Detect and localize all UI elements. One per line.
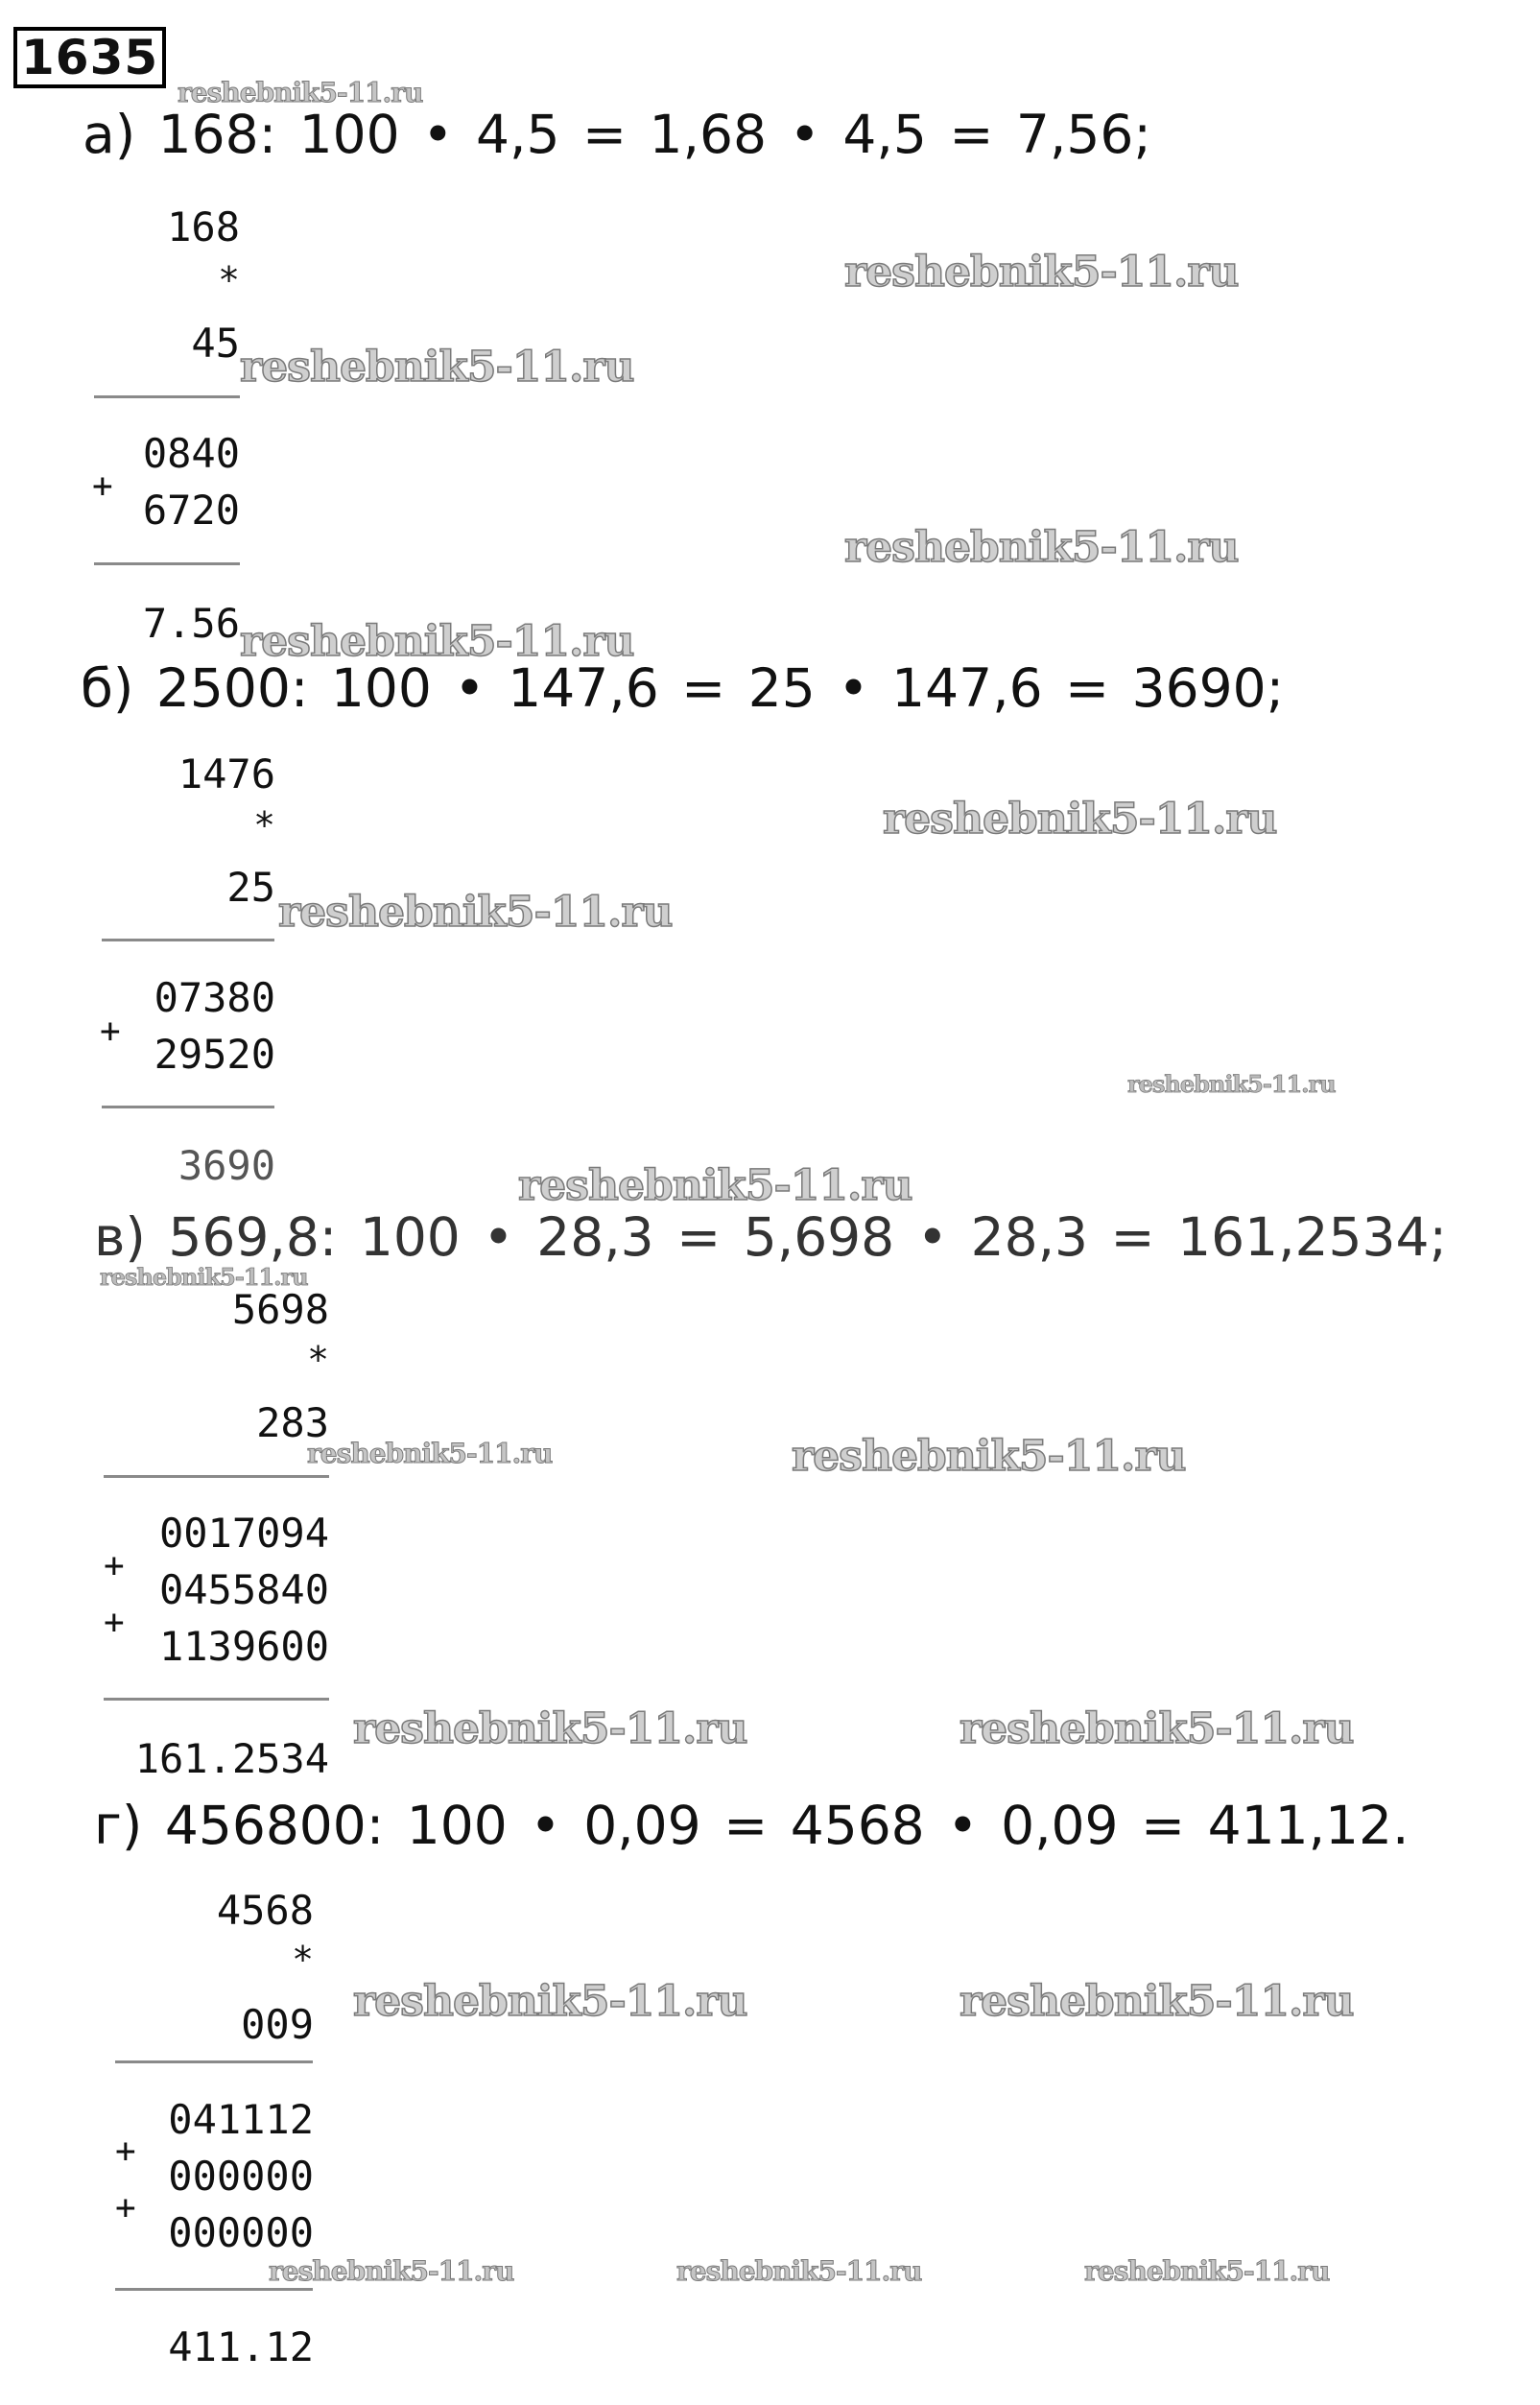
partial-product-c-1: 0017094 bbox=[158, 1510, 329, 1557]
watermark: reshebnik5-11.ru bbox=[676, 2255, 922, 2287]
watermark: reshebnik5-11.ru bbox=[353, 1977, 747, 2026]
watermark: reshebnik5-11.ru bbox=[278, 888, 673, 937]
operand1-c: 5698 bbox=[231, 1286, 329, 1333]
equation-c: в) 569,8: 100 • 28,3 = 5,698 • 28,3 = 161,2534; bbox=[94, 1206, 1448, 1268]
plus-sign: + bbox=[104, 1546, 125, 1585]
watermark: reshebnik5-11.ru bbox=[100, 1263, 308, 1291]
watermark: reshebnik5-11.ru bbox=[269, 2255, 514, 2287]
divider-line bbox=[104, 1475, 329, 1478]
multiply-sign-b: * bbox=[253, 804, 275, 846]
partial-product-b-2: 29520 bbox=[154, 1031, 275, 1078]
watermark: reshebnik5-11.ru bbox=[1084, 2255, 1330, 2287]
multiply-sign-c: * bbox=[307, 1339, 329, 1381]
divider-line bbox=[115, 2060, 313, 2063]
equation-b: б) 2500: 100 • 147,6 = 25 • 147,6 = 3690; bbox=[81, 657, 1285, 719]
watermark: reshebnik5-11.ru bbox=[353, 1704, 747, 1753]
divider-line bbox=[104, 1698, 329, 1701]
operand1-d: 4568 bbox=[216, 1887, 314, 1934]
operand1-b: 1476 bbox=[178, 750, 275, 798]
operand2-b: 25 bbox=[226, 864, 275, 911]
watermark: reshebnik5-11.ru bbox=[178, 77, 423, 108]
partial-product-d-1: 041112 bbox=[168, 2096, 314, 2143]
watermark: reshebnik5-11.ru bbox=[883, 795, 1277, 844]
partial-product-d-3: 000000 bbox=[168, 2209, 314, 2256]
equation-d: г) 456800: 100 • 0,09 = 4568 • 0,09 = 411,12. bbox=[94, 1795, 1410, 1856]
watermark: reshebnik5-11.ru bbox=[307, 1438, 553, 1469]
watermark: reshebnik5-11.ru bbox=[518, 1161, 912, 1210]
partial-product-c-3: 1139600 bbox=[158, 1623, 329, 1670]
divider-line bbox=[94, 562, 240, 565]
result-a: 7.56 bbox=[142, 600, 240, 647]
partial-product-a-2: 6720 bbox=[142, 487, 240, 534]
partial-product-b-1: 07380 bbox=[154, 974, 275, 1021]
watermark: reshebnik5-11.ru bbox=[240, 617, 634, 666]
multiply-sign-a: * bbox=[218, 259, 240, 301]
watermark: reshebnik5-11.ru bbox=[844, 248, 1239, 297]
divider-line bbox=[102, 939, 274, 941]
plus-sign: + bbox=[115, 2188, 136, 2227]
watermark: reshebnik5-11.ru bbox=[960, 1704, 1354, 1753]
watermark: reshebnik5-11.ru bbox=[1127, 1070, 1336, 1098]
watermark: reshebnik5-11.ru bbox=[792, 1432, 1186, 1481]
plus-sign: + bbox=[100, 1012, 121, 1051]
result-c: 161.2534 bbox=[134, 1735, 329, 1782]
divider-line bbox=[102, 1106, 274, 1108]
equation-a: а) 168: 100 • 4,5 = 1,68 • 4,5 = 7,56; bbox=[83, 104, 1151, 165]
operand1-a: 168 bbox=[167, 203, 240, 250]
result-b: 3690 bbox=[178, 1142, 275, 1189]
plus-sign: + bbox=[92, 466, 113, 506]
task-number: 1635 bbox=[13, 27, 166, 88]
watermark: reshebnik5-11.ru bbox=[240, 343, 634, 392]
divider-line bbox=[94, 395, 240, 398]
result-d: 411.12 bbox=[168, 2323, 314, 2370]
partial-product-d-2: 000000 bbox=[168, 2153, 314, 2200]
watermark: reshebnik5-11.ru bbox=[960, 1977, 1354, 2026]
divider-line bbox=[115, 2288, 313, 2291]
plus-sign: + bbox=[104, 1603, 125, 1642]
partial-product-c-2: 0455840 bbox=[158, 1566, 329, 1613]
partial-product-a-1: 0840 bbox=[142, 430, 240, 477]
plus-sign: + bbox=[115, 2131, 136, 2171]
multiply-sign-d: * bbox=[292, 1939, 314, 1981]
operand2-c: 283 bbox=[256, 1399, 329, 1446]
watermark: reshebnik5-11.ru bbox=[844, 523, 1239, 572]
operand2-d: 009 bbox=[241, 2001, 314, 2048]
operand2-a: 45 bbox=[191, 320, 240, 367]
